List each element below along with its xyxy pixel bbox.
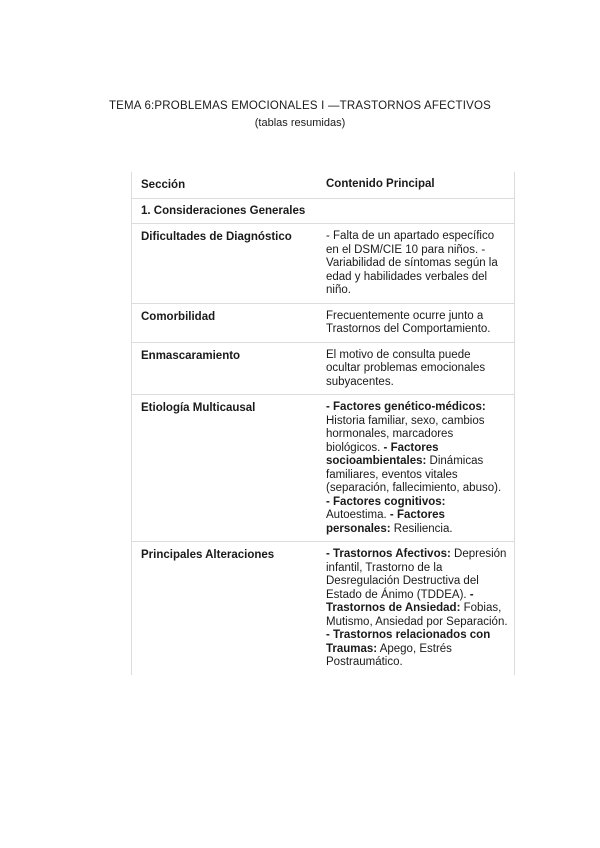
section-heading-row	[132, 199, 514, 224]
disorder-text: Fobias, Mutismo, Ansiedad por Separación.	[326, 602, 508, 628]
row-section: Etiología Multicausal	[141, 402, 256, 414]
table-row	[132, 224, 514, 304]
row-content	[320, 224, 514, 303]
disorder-text: Apego, Estrés Postraumático.	[326, 642, 452, 668]
row-content	[320, 395, 514, 541]
factor-label: - Factores genético-médicos:	[326, 401, 486, 413]
column-header-content: Contenido Principal	[326, 178, 435, 190]
factor-label: - Factores cognitivos:	[326, 495, 446, 508]
row-text: Frecuentemente ocurre junto a Trastornos del Comportamiento.	[326, 309, 491, 335]
row-section: Principales Alteraciones	[141, 549, 275, 561]
table-header-row	[132, 172, 514, 199]
disorder-label: - Trastornos Afectivos:	[326, 548, 451, 560]
factor-label: - Factores personales:	[326, 509, 445, 535]
factor-text: Historia familiar, sexo, cambios hormonales, marcadores biológicos.	[326, 414, 485, 454]
factor-text: Resiliencia.	[390, 522, 453, 535]
row-content	[320, 343, 514, 395]
disorder-label: - Trastornos de Ansiedad:	[326, 588, 474, 614]
section-heading: 1. Consideraciones Generales	[141, 205, 306, 217]
row-content	[320, 304, 514, 342]
table-row	[132, 542, 514, 675]
disorder-text: Depresión infantil, Trastorno de la Desregulación Destructiva del Estado de Ánimo (TDDEA).	[326, 548, 507, 601]
factor-text: Autoestima.	[326, 509, 387, 521]
column-header-section: Sección	[141, 179, 186, 191]
factor-label: - Factores socioambientales:	[326, 441, 439, 467]
row-section: Comorbilidad	[141, 310, 216, 323]
table-row	[132, 304, 514, 343]
summary-table	[131, 172, 515, 675]
table-row	[132, 343, 514, 396]
row-text: El motivo de consulta puede ocultar problemas emocionales subyacentes.	[326, 348, 486, 388]
row-section: Dificultades de Diagnóstico	[141, 231, 292, 243]
document-subtitle: (tablas resumidas)	[254, 117, 346, 129]
row-section: Enmascaramiento	[141, 349, 241, 362]
row-text: - Falta de un apartado específico en el DSM/CIE 10 para niños. - Variabilidad de síntomas según la edad y habilidades verbales del niño.	[326, 230, 498, 296]
disorder-label: - Trastornos relacionados con Traumas:	[326, 629, 491, 655]
row-content	[320, 542, 514, 675]
table-row	[132, 395, 514, 542]
document-title: TEMA 6:PROBLEMAS EMOCIONALES I —TRASTORNOS AFECTIVOS	[108, 100, 492, 112]
factor-text: Dinámicas familiares, eventos vitales (separación, fallecimiento, abuso).	[326, 455, 502, 494]
